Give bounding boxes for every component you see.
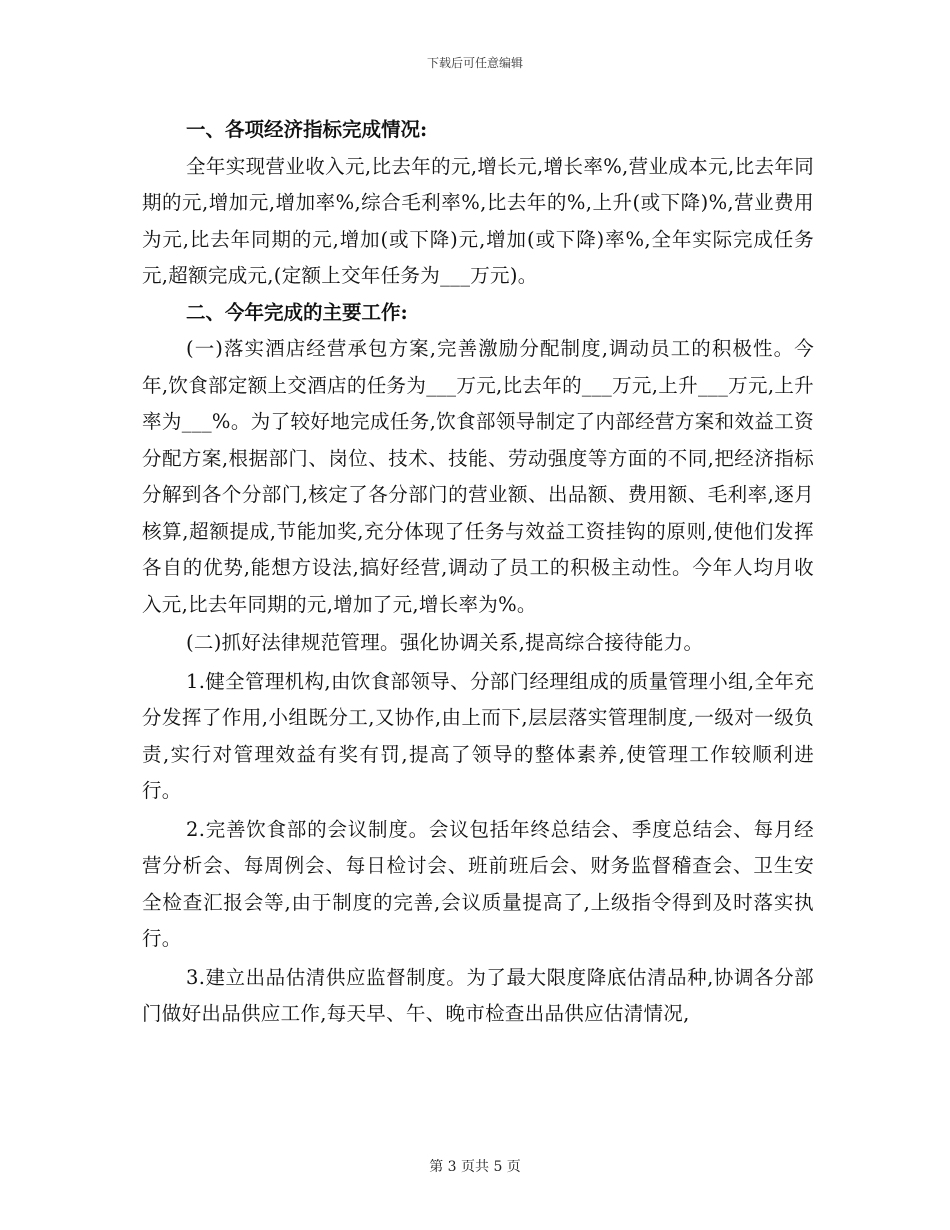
document-body (142, 112, 814, 1033)
page-footer: 第 3 页共 5 页 (429, 1159, 521, 1175)
paragraph-legal-management: (二)抓好法律规范管理。强化协调关系,提高综合接待能力。 (186, 631, 704, 654)
paragraph-economic-indicators: 全年实现营业收入元,比去年的元,增长元,增长率%,营业成本元,比去年同期的元,增加元,增加率%,综合毛利率%,比去年的%,上升(或下降)%,营业费用为元,比去年同期的元,增加(或下降)元,增加(或下降)率%,全年实际完成任务元,超额完成元,(定额上交年任务为___万元)。 (142, 154, 814, 287)
paragraph-supply-supervision: 3.建立出品估清供应监督制度。为了最大限度降底估清品种,协调各分部门做好出品供应工作,每天早、午、晚市检查出品供应估清情况, (142, 965, 814, 1025)
paragraph-management-structure: 1.健全管理机构,由饮食部领导、分部门经理组成的质量管理小组,全年充分发挥了作用,小组既分工,又协作,由上而下,层层落实管理制度,一级对一级负责,实行对管理效益有奖有罚,提高了领导的整体素养,使管理工作较顺利进行。 (142, 669, 814, 802)
paragraph-contract-plan: (一)落实酒店经营承包方案,完善激励分配制度,调动员工的积极性。今年,饮食部定额上交酒店的任务为___万元,比去年的___万元,上升___万元,上升率为___%。为了较好地完成任务,饮食部领导制定了内部经营方案和效益工资分配方案,根据部门、岗位、技术、技能、劳动强度等方面的不同,把经济指标分解到各个分部门,核定了各分部门的营业额、出品额、费用额、毛利率,逐月核算,超额提成,节能加奖,充分体现了任务与效益工资挂钩的原则,使他们发挥各自的优势,能想方设法,搞好经营,调动了员工的积极主动性。今年人均月收入元,比去年同期的元,增加了元,增长率为%。 (142, 337, 814, 616)
paragraph-meeting-system: 2.完善饮食部的会议制度。会议包括年终总结会、季度总结会、每月经营分析会、每周例会、每日检讨会、班前班后会、财务监督稽查会、卫生安全检查汇报会等,由于制度的完善,会议质量提高了,上级指令得到及时落实执行。 (142, 817, 814, 950)
section-heading-2: 二、今年完成的主要工作: (186, 300, 408, 324)
page-header: 下载后可任意编辑 (426, 56, 523, 70)
section-heading-1: 一、各项经济指标完成情况: (186, 118, 428, 141)
